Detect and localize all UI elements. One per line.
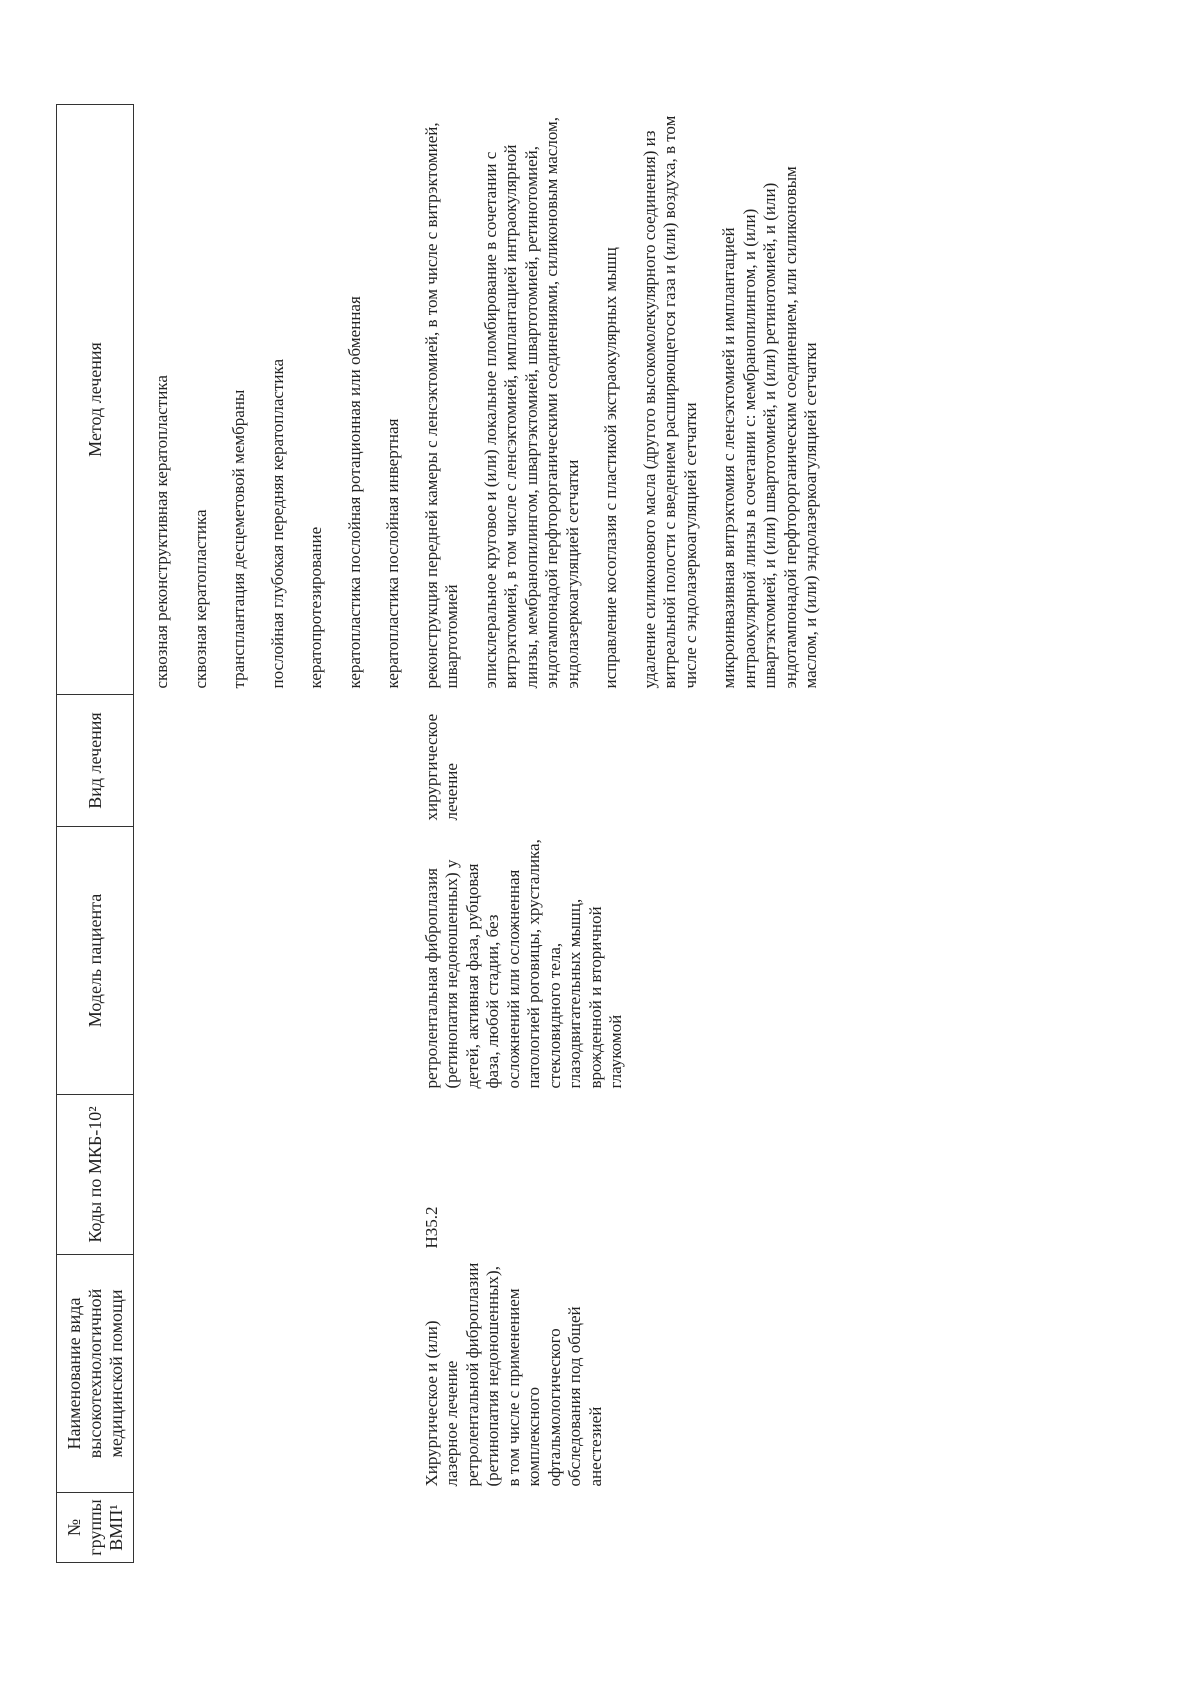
header-patient-model: Модель пациента — [57, 827, 134, 1095]
method-item: реконструкция передней камеры с ленсэктомией, в том числе с витрэктомией, швартотомией — [421, 122, 461, 689]
method-item: трансплантация десцеметовой мембраны — [229, 389, 248, 689]
method-item: кератопластика послойная инвертная — [383, 418, 402, 689]
continued-methods-list — [152, 111, 404, 689]
table-header-row — [57, 105, 134, 1563]
treatment-type-cell: хирургическое лечение — [421, 713, 461, 821]
header-treatment-type: Вид лечения — [57, 695, 134, 827]
methods-list — [422, 111, 822, 689]
table-row-rop — [422, 105, 822, 1563]
method-item: послойная глубокая передняя кератопластика — [267, 358, 287, 689]
method-item: сквозная реконструктивная кератопластика — [152, 375, 171, 689]
method-item: кератопротезирование — [306, 526, 325, 689]
icd-code-cell: H35.2 — [421, 1206, 441, 1249]
header-care-name: Наименование вида высокотехнологичной медицинской помощи — [57, 1255, 134, 1493]
care-name-cell: Хирургическое и (или) лазерное лечение ретролентальной фиброплазии (ретинопатия недоношенных), в том числе с применением комплексного офтальмологического обследования под общей анестезией — [421, 1262, 605, 1487]
method-item: эписклеральное круговое и (или) локальное пломбирование в сочетании с витрэктомией, в том числе с ленсэктомией, имплантацией интраокулярной линзы, мембранопилингом, швартэктомией, швартотомией, ретинотомией, эндотампонадой перфторорганическими соединениями, силиконовым маслом, эндолазеркоагуляцией сетчатки — [480, 116, 582, 689]
method-item: кератопластика послойная ротационная или обменная — [344, 296, 364, 689]
method-item: исправление косоглазия с пластикой экстраокулярных мышц — [601, 247, 620, 689]
method-item: удаление силиконового масла (другого высокомолекулярного соединения) из витреальной полости с введением расширяющегося газа и (или) воздуха, в том числе с эндолазеркоагуляцией сетчатки — [639, 115, 700, 689]
method-item: микроинвазивная витрэктомия с ленсэктомией и имплантацией интраокулярной линзы в сочетании с: мембранопилингом, и (или) швартэктомией, и (или) швартотомией, и (или) ретинотомией, и (или) эндотампонадой перфторорганическим соединением, или силиконовым маслом, и (или) эндолазеркоагуляцией сетчатки — [719, 166, 820, 689]
method-item: сквозная кератопластика — [190, 509, 210, 689]
header-group-number: № группы ВМП¹ — [57, 1493, 134, 1563]
patient-model-cell: ретролентальная фиброплазия (ретинопатия недоношенных) у детей, активная фаза, рубцовая фаза, любой стадии, без осложнений или осложненная патологией роговицы, хрусталика, стекловидного тела, глазодвигательных мышц, врожденной и вторичной глаукомой — [421, 839, 625, 1089]
table-row-continued — [152, 105, 404, 1563]
header-treatment-method: Метод лечения — [57, 105, 134, 695]
treatment-table — [56, 104, 822, 1563]
header-icd-codes: Коды по МКБ-10² — [57, 1095, 134, 1255]
